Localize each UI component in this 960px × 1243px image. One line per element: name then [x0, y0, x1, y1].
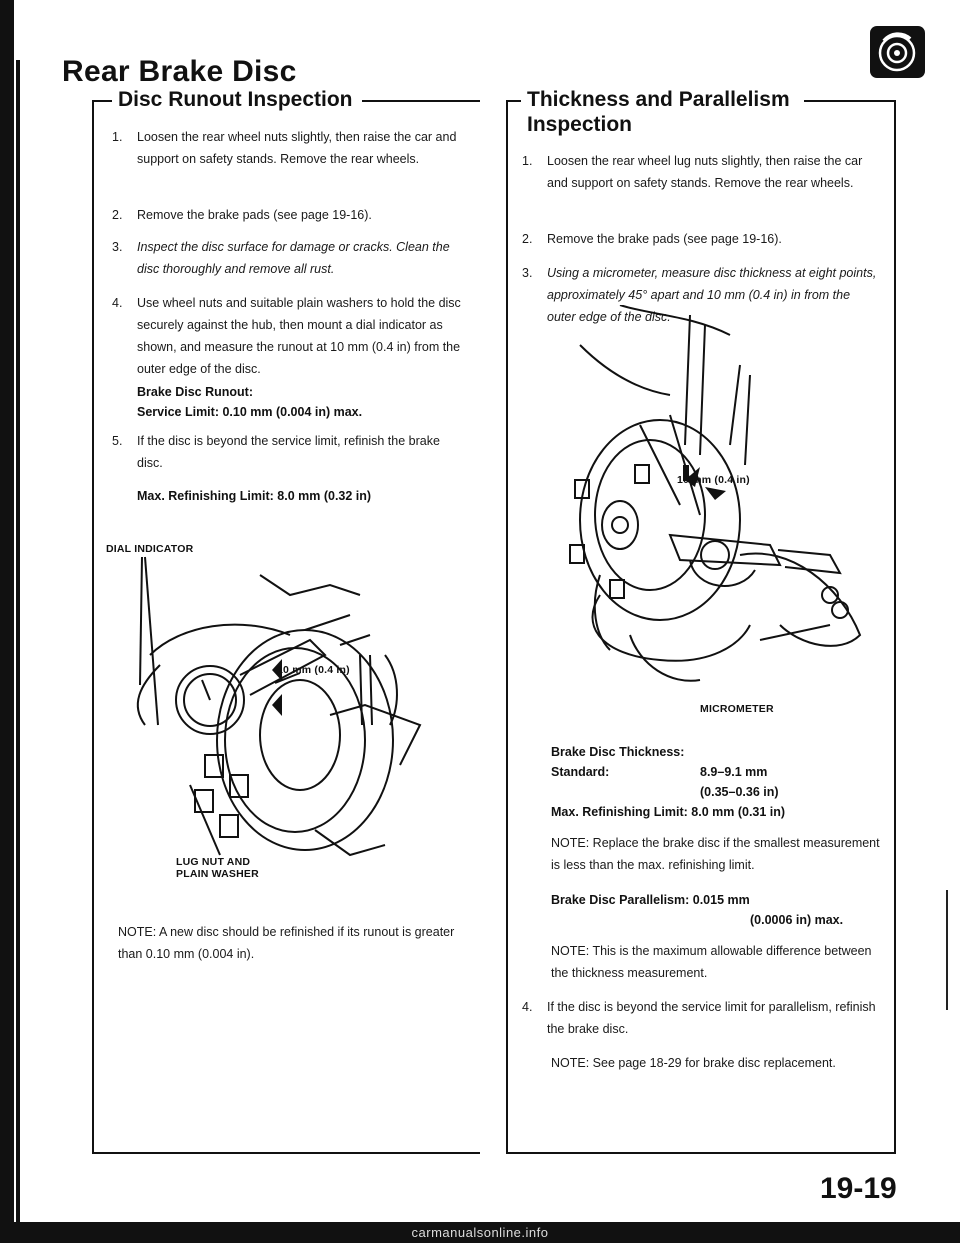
right-step-2: 2. Remove the brake pads (see page 19-16).	[522, 232, 782, 246]
right-box-bottom-edge	[506, 1152, 896, 1154]
note-replace: NOTE: Replace the brake disc if the smallest measurement is less than the max. refinishing limit.	[551, 836, 880, 872]
fig-label-right-distance: 10 mm (0.4 in)	[677, 474, 750, 486]
thickness-refinish-limit: Max. Refinishing Limit: 8.0 mm (0.31 in)	[551, 805, 786, 819]
left-header-rule-left	[92, 100, 114, 102]
left-header-rule-right	[362, 100, 480, 102]
right-section-header-line2: Inspection	[521, 113, 638, 137]
page-number: 19-19	[820, 1172, 897, 1205]
binding-edge	[0, 0, 14, 1243]
right-header-rule-left	[506, 100, 522, 102]
right-section-header-line1: Thickness and Parallelism	[521, 88, 796, 112]
fig-label-dial-indicator: DIAL INDICATOR	[106, 543, 194, 555]
note-max-diff: NOTE: This is the maximum allowable difference between the thickness measurement.	[551, 944, 872, 980]
left-note-refinish: NOTE: A new disc should be refinished if its runout is greater than 0.10 mm (0.004 in).	[118, 925, 455, 961]
left-step-1: 1. Loosen the rear wheel nuts slightly, then raise the car and support on safety stands. Remove the rear wheels.	[112, 130, 457, 166]
page-title: Rear Brake Disc	[62, 55, 297, 88]
binding-edge-inner	[16, 60, 20, 1240]
fig-label-micrometer: MICROMETER	[700, 703, 774, 715]
watermark: carmanualsonline.info	[411, 1225, 549, 1240]
scan-mark-right	[946, 890, 948, 1010]
left-spec-runout-title: Brake Disc Runout:	[137, 385, 253, 399]
parallelism-value-in: (0.0006 in) max.	[750, 913, 844, 927]
left-step-3: 3. Inspect the disc surface for damage or cracks. Clean the disc thoroughly and remove all rust.	[112, 240, 450, 276]
thickness-title: Brake Disc Thickness:	[551, 745, 685, 759]
right-header-rule-right	[804, 100, 896, 102]
micrometer-illustration	[540, 305, 880, 690]
standard-label: Standard:	[551, 765, 610, 779]
fig-label-lug-nut-1: LUG NUT AND	[176, 856, 251, 868]
left-spec-runout-value: Service Limit: 0.10 mm (0.004 in) max.	[137, 405, 363, 419]
left-step-5: 5. If the disc is beyond the service limit, refinish the brake disc.	[112, 434, 440, 470]
right-step-4: 4. If the disc is beyond the service limit for parallelism, refinish the brake disc.	[522, 1000, 876, 1036]
brake-disc-icon	[870, 26, 925, 78]
left-step-4: 4. Use wheel nuts and suitable plain washers to hold the disc securely against the hub, then mount a dial indicator as shown, and measure the runout at 10 mm (0.4 in) from the outer edge of the disc.	[112, 296, 461, 376]
parallelism-label: Brake Disc Parallelism: 0.015 mm	[551, 893, 750, 907]
fig-label-lug-nut-2: PLAIN WASHER	[176, 868, 259, 880]
fig-label-left-distance: 10 mm (0.4 in)	[277, 664, 350, 676]
left-step-2: 2. Remove the brake pads (see page 19-16).	[112, 208, 372, 222]
note-see-page: NOTE: See page 18-29 for brake disc replacement.	[551, 1056, 836, 1070]
standard-value-in: (0.35–0.36 in)	[700, 785, 779, 799]
right-box-left-edge	[506, 100, 508, 1153]
left-section-header: Disc Runout Inspection	[112, 88, 359, 112]
standard-value-mm: 8.9–9.1 mm	[700, 765, 768, 779]
left-box-bottom-edge	[92, 1152, 480, 1154]
left-spec-refinish: Max. Refinishing Limit: 8.0 mm (0.32 in)	[137, 489, 372, 503]
right-step-3: 3. Using a micrometer, measure disc thickness at eight points, approximately 45° apart and 10 mm (0.4 in) in from the outer edge of the disc.	[522, 266, 877, 324]
right-box-right-edge	[894, 100, 896, 1153]
right-step-1: 1. Loosen the rear wheel lug nuts slightly, then raise the car and support on safety stands. Remove the rear wheels.	[522, 154, 863, 190]
left-box-left-edge	[92, 100, 94, 1152]
dial-indicator-illustration	[100, 555, 470, 875]
